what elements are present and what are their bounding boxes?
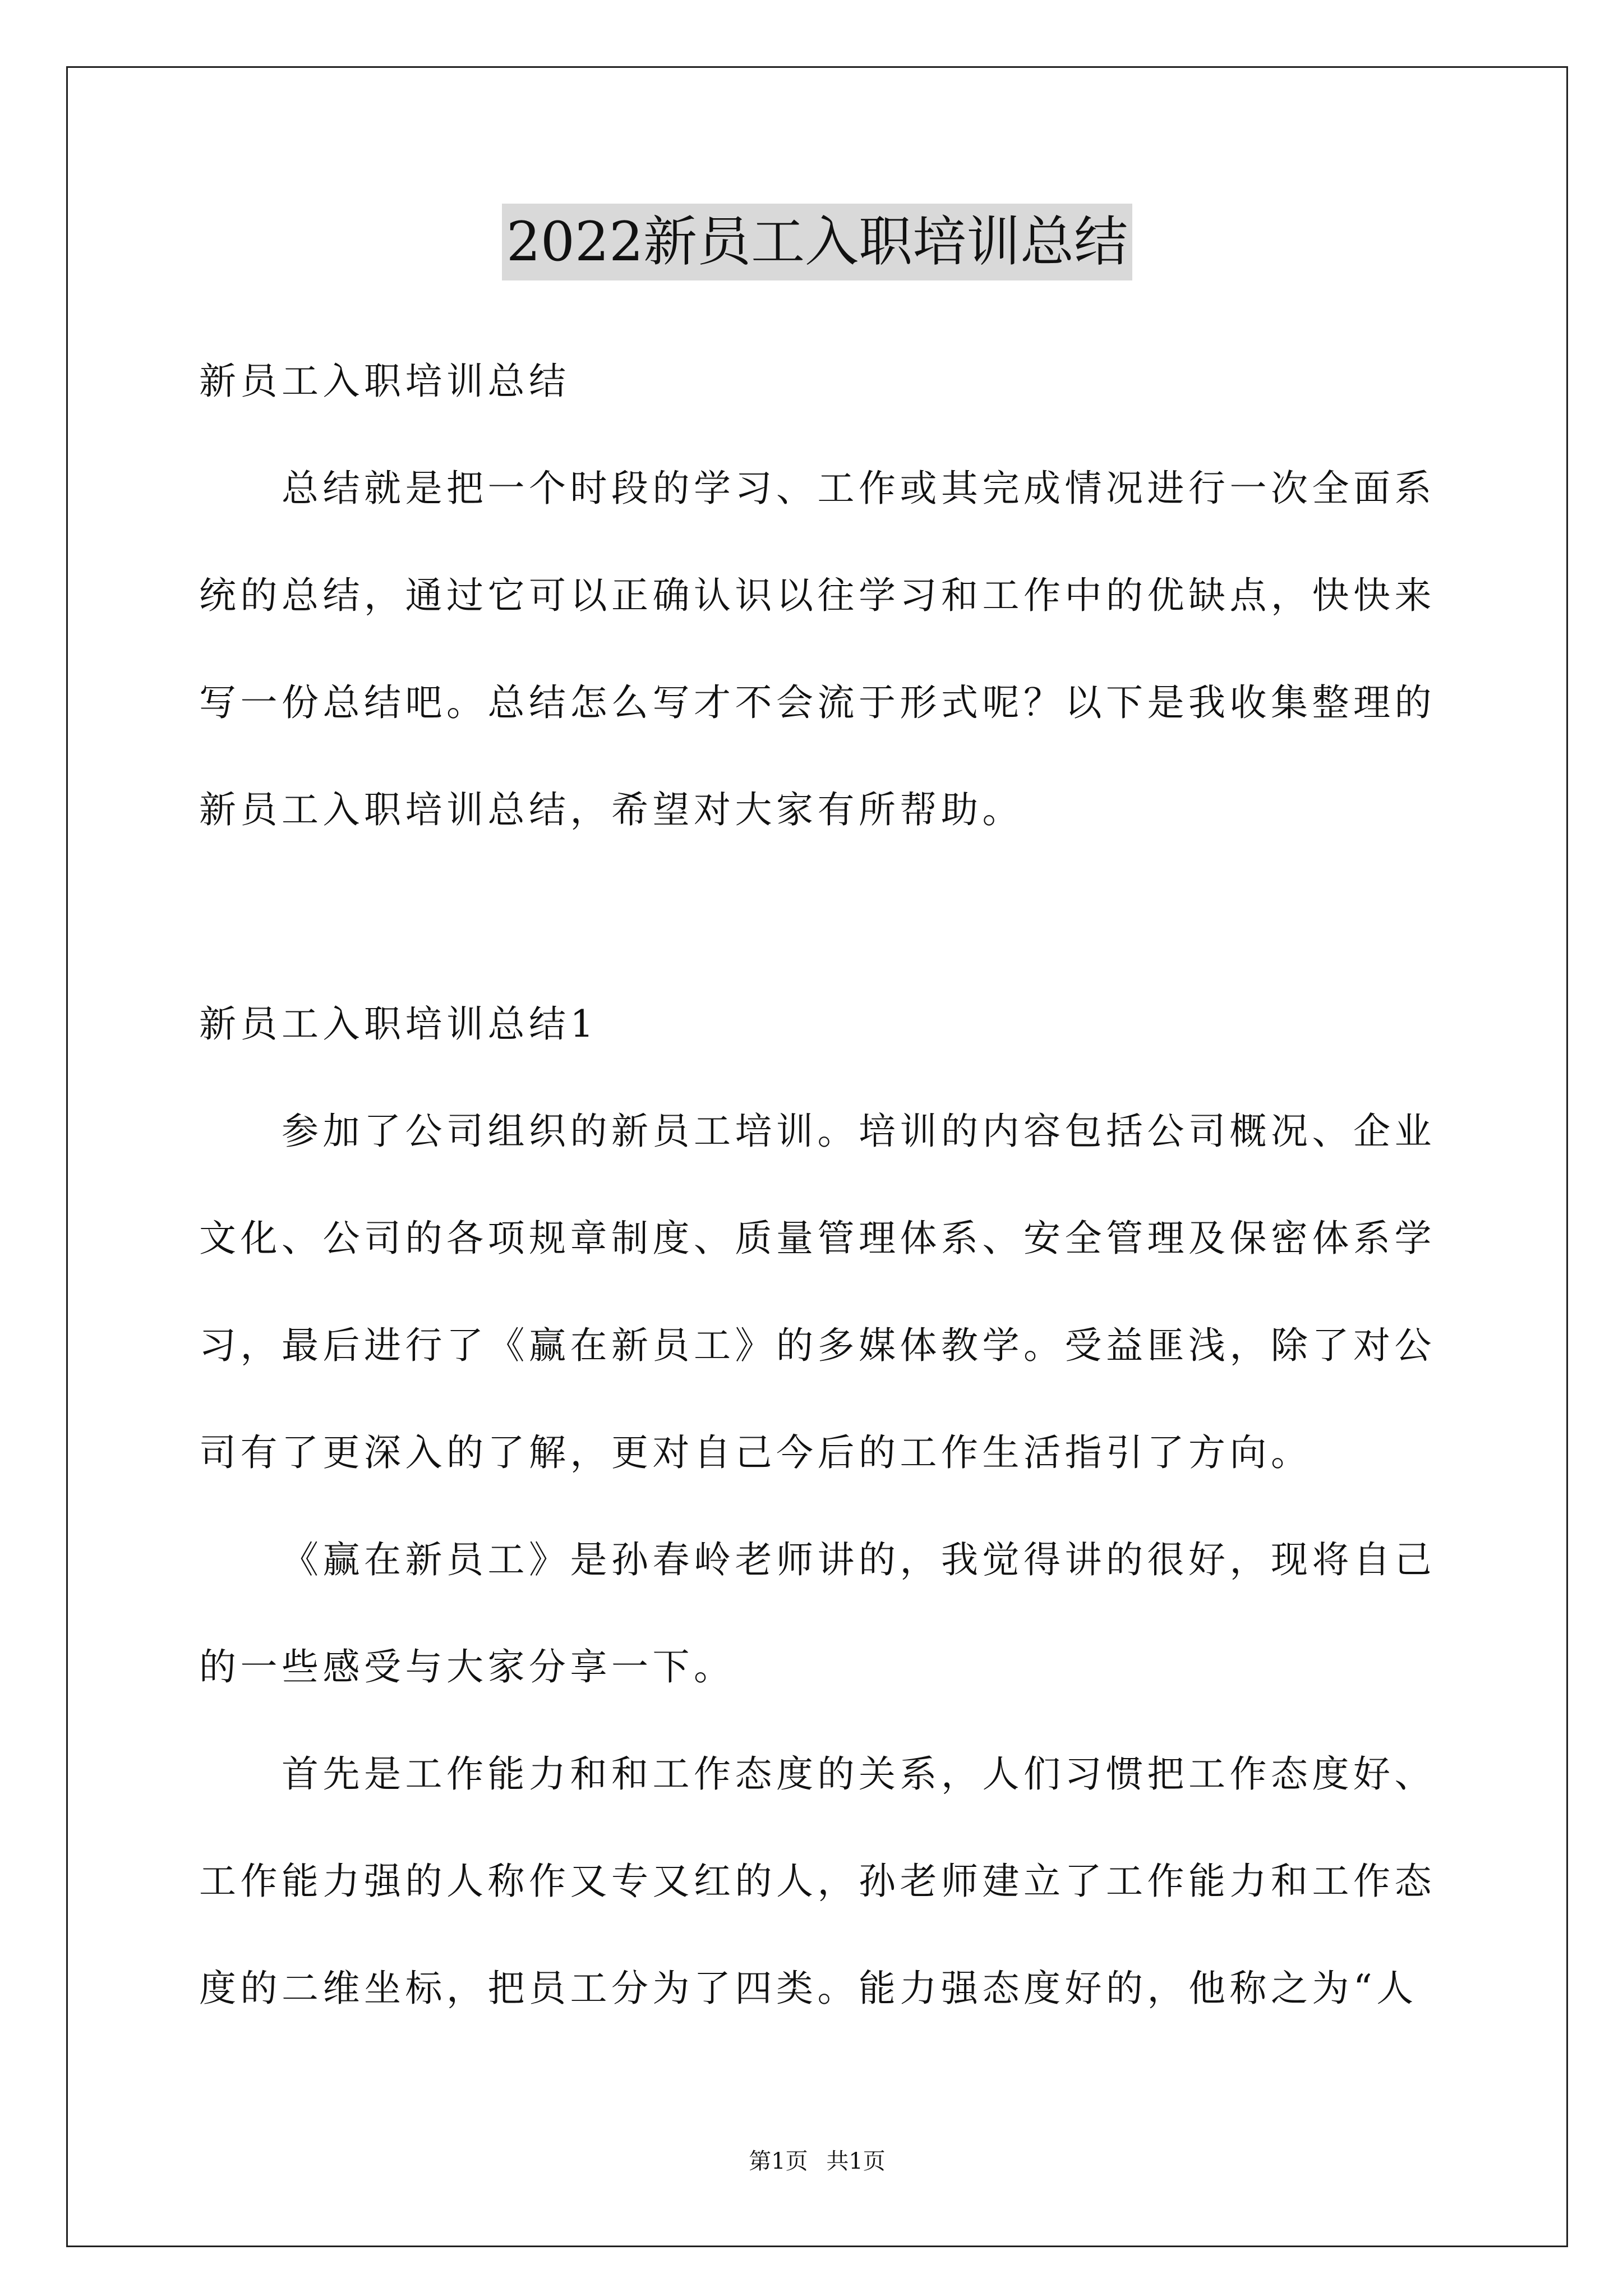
title-row [66, 204, 1568, 280]
body-paragraph [199, 1078, 1455, 1506]
paragraph-line: 《赢在新员工》是孙春岭老师讲的，我觉得讲的很好，现将自己 [282, 1538, 1436, 1581]
intro-paragraph [199, 435, 1455, 863]
paragraph-line: 度的二维坐标，把员工分为了四类。能力强态度好的，他称之为“人 [199, 1967, 1418, 2010]
paragraph-line: 文化、公司的各项规章制度、质量管理体系、安全管理及保密体系学 [199, 1217, 1436, 1260]
document-body [199, 328, 1455, 2042]
body-paragraph [199, 1506, 1455, 1720]
paragraph-line: 总结就是把一个时段的学习、工作或其完成情况进行一次全面系 [282, 467, 1436, 510]
document-title: 2022新员工入职培训总结 [502, 204, 1132, 280]
paragraph-line: 司有了更深入的了解，更对自己今后的工作生活指引了方向。 [199, 1431, 1312, 1474]
section-heading: 新员工入职培训总结1 [199, 1002, 598, 1046]
paragraph-line: 统的总结，通过它可以正确认识以往学习和工作中的优缺点，快快来 [199, 574, 1436, 617]
paragraph-line: 习，最后进行了《赢在新员工》的多媒体教学。受益匪浅，除了对公 [199, 1324, 1436, 1367]
body-paragraph [199, 1720, 1455, 2042]
paragraph-line: 新员工入职培训总结，希望对大家有所帮助。 [199, 788, 1023, 831]
paragraph-line: 的一些感受与大家分享一下。 [199, 1645, 735, 1688]
paragraph-line: 首先是工作能力和和工作态度的关系，人们习惯把工作态度好、 [282, 1752, 1436, 1796]
page-footer: 第1页 共1页 [749, 2148, 886, 2174]
paragraph-line: 工作能力强的人称作又专又红的人，孙老师建立了工作能力和工作态 [199, 1860, 1436, 1903]
paragraph-line: 写一份总结吧。总结怎么写才不会流于形式呢？以下是我收集整理的 [199, 681, 1436, 724]
intro-heading: 新员工入职培训总结 [199, 360, 570, 403]
paragraph-line: 参加了公司组织的新员工培训。培训的内容包括公司概况、企业 [282, 1110, 1436, 1153]
